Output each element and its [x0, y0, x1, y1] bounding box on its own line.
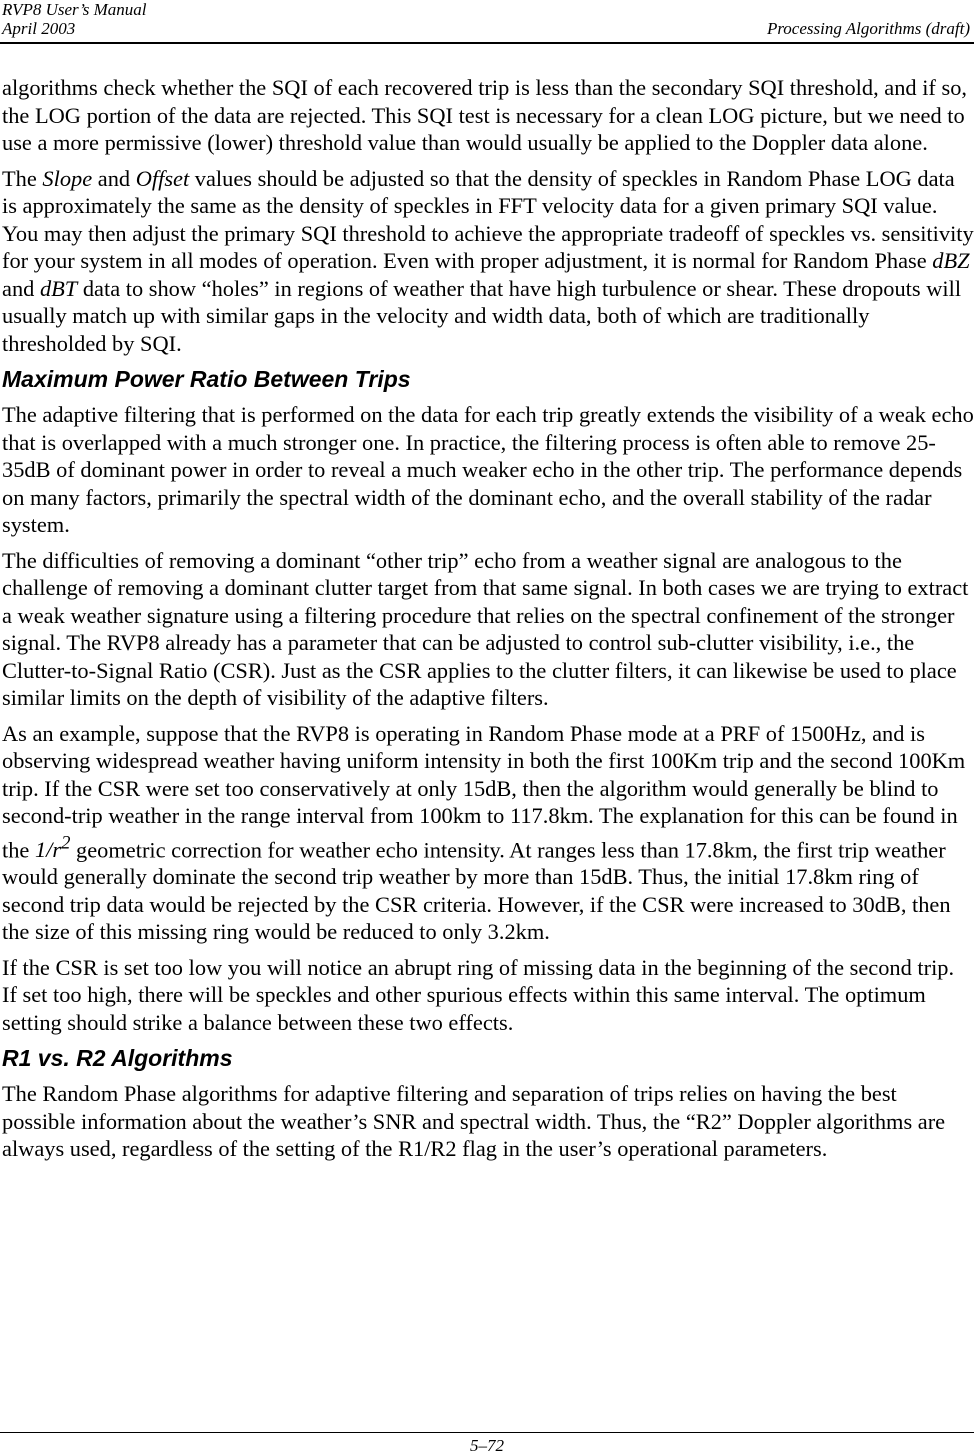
paragraph: The difficulties of removing a dominant “other trip” echo from a weather signal are analogous to the challenge of removing a dominant clutter target from that same signal. In both cases we are trying to extract a weak weather signature using a filtering procedure that relies on the spectral confinement of the stronger signal. The RVP8 already has a parameter that can be adjusted to control sub-clutter visibility, i.e., the Clutter-to-Signal Ratio (CSR). Just as the CSR applies to the clutter filters, it can likewise be used to place similar limits on the depth of visibility of the adaptive filters.	[2, 547, 969, 710]
text-run: and	[2, 275, 40, 301]
page-content	[2, 74, 974, 1171]
paragraph	[2, 720, 974, 946]
running-header-left	[2, 0, 147, 38]
text-run: values should be adjusted so that the density of speckles in Random Phase LOG data is approximately the same as the density of speckles in FFT velocity data for a given primary SQI value. You may then adjust the primary SQI threshold to achieve the appropriate tradeoff of speckles vs. sensitivity for your system in all modes of operation. Even with proper adjustment, it is normal for Random Phase	[2, 165, 974, 273]
dbz-term: dBZ	[932, 248, 970, 273]
footer-rule	[0, 1432, 974, 1433]
paragraph: The adaptive filtering that is performed on the data for each trip greatly extends the visibility of a weak echo that is overlapped with a much stronger one. In practice, the filtering process is often able to remove 25-35dB of dominant power in order to reveal a much weaker echo in the other trip. The performance depends on many factors, primarily the spectral width of the dominant echo, and the overall stability of the radar system.	[2, 402, 974, 537]
offset-term: Offset	[135, 165, 190, 191]
dbt-term: dBT	[39, 275, 78, 301]
text-run: data to show “holes” in regions of weather that have high turbulence or shear. These dropouts will usually match up with similar gaps in the velocity and width data, both of which are traditionally thresholded by SQI.	[2, 275, 962, 356]
formula-exponent: 2	[61, 832, 71, 854]
manual-date: April 2003	[2, 19, 76, 38]
inverse-square-formula	[34, 832, 71, 862]
paragraph	[2, 165, 974, 358]
formula-numerator: 1	[34, 836, 47, 862]
manual-title: RVP8 User’s Manual	[2, 0, 147, 19]
section-heading: R1 vs. R2 Algorithms	[2, 1045, 233, 1072]
text-run: geometric correction for weather echo intensity. At ranges less than 17.8km, the first trip weather would generally dominate the second trip weather by more than 15dB. Thus, the initial 17.8km ring of second trip data would be rejected by the CSR criteria. However, if the CSR were increased to 30dB, then the size of this missing ring would be reduced to only 3.2km.	[2, 836, 951, 945]
text-run: As an example, suppose that the RVP8 is operating in Random Phase mode at a PRF of 1500Hz, and is observing widespread weather having uniform intensity in both the first 100Km trip and the second 100Km trip. If the CSR were set too conservatively at only 15dB, then the algorithm would generally be blind to second-trip weather in the range interval from 100km to 117.8km. The explanation for this can be found in the	[2, 720, 966, 862]
text-run: The	[2, 165, 43, 191]
paragraph: If the CSR is set too low you will notice an abrupt ring of missing data in the beginning of the second trip. If set too high, there will be speckles and other spurious effects within this same interval. The optimum setting should strike a balance between these two effects.	[2, 954, 955, 1035]
header-rule	[0, 42, 974, 44]
running-header-right: Processing Algorithms (draft)	[766, 19, 970, 38]
formula-slash: /	[46, 836, 53, 862]
paragraph: The Random Phase algorithms for adaptive filtering and separation of trips relies on having the best possible information about the weather’s SNR and spectral width. Thus, the “R2” Doppler algorithms are always used, regardless of the setting of the R1/R2 flag in the user’s operational parameters.	[2, 1081, 946, 1162]
page-number: 5–72	[470, 1436, 504, 1455]
paragraph: algorithms check whether the SQI of each recovered trip is less than the secondary SQI threshold, and if so, the LOG portion of the data are rejected. This SQI test is necessary for a clean LOG picture, but we need to use a more permissive (lower) threshold value than would usually be applied to the Doppler data alone.	[2, 75, 967, 155]
section-heading: Maximum Power Ratio Between Trips	[2, 366, 411, 392]
text-run: and	[92, 165, 136, 191]
slope-term: Slope	[42, 165, 93, 191]
formula-variable: r	[52, 836, 62, 862]
